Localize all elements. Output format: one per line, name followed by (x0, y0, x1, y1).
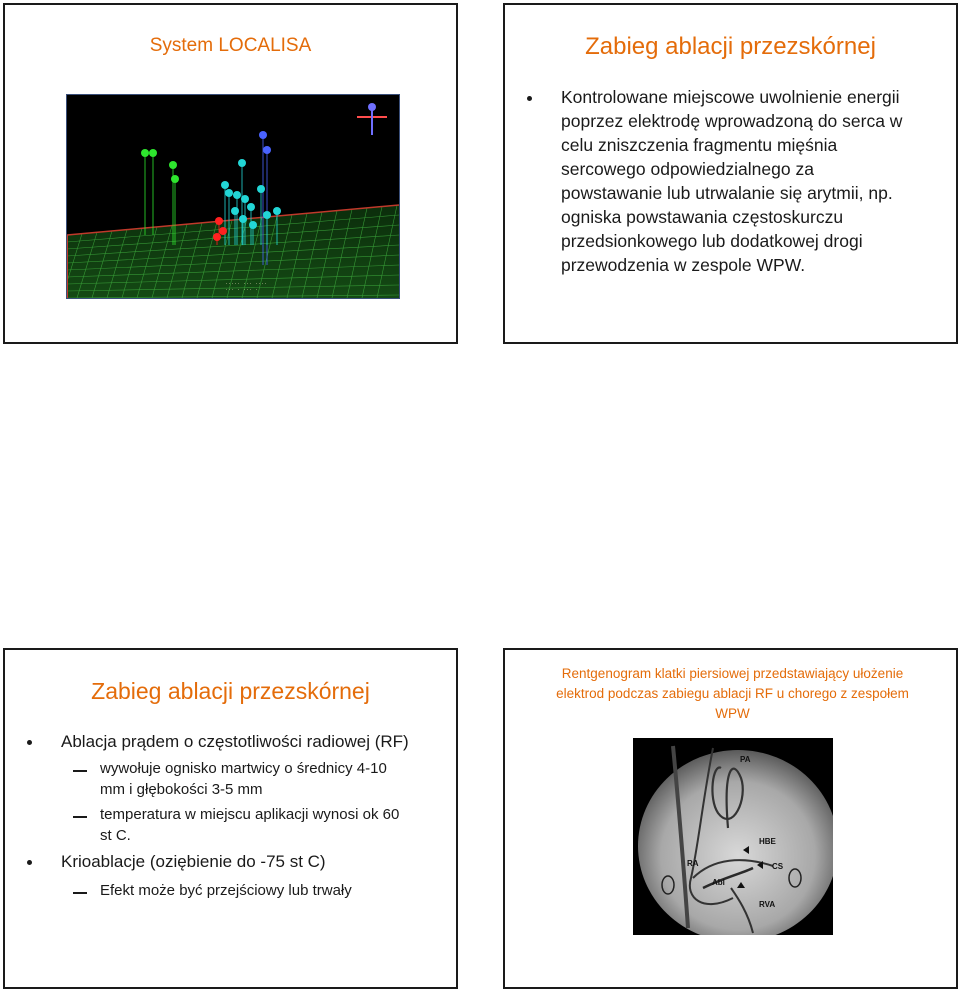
electrode-point (233, 191, 241, 199)
sub-bullet-dash (73, 816, 87, 818)
bullet-line: ogniska powstawania częstoskurczu (561, 207, 844, 227)
xray-label-pa: PA (740, 755, 751, 764)
electrode-point (219, 227, 227, 235)
xray-render (633, 738, 833, 935)
electrode-point (215, 217, 223, 225)
electrode-point (273, 207, 281, 215)
sub-bullet-line: wywołuje ognisko martwicy o średnicy 4-10 (100, 760, 387, 777)
bullet-line: sercowego odpowiedzialnego za (561, 159, 814, 179)
bullet-line: przedsionkowego lub dodatkowej drogi (561, 231, 863, 251)
bullet-line: celu zniszczenia fragmentu mięśnia (561, 135, 838, 155)
bullet-dot (527, 96, 532, 101)
electrode-point (225, 189, 233, 197)
electrode-point (259, 131, 267, 139)
electrode-point (221, 181, 229, 189)
slide-title: Zabieg ablacji przezskórnej (585, 33, 876, 60)
svg-text:··· · ··· ·: ··· · ··· · (225, 287, 259, 293)
xray-label-cs: CS (772, 862, 784, 871)
sub-bullet-dash (73, 770, 87, 772)
electrode-point (247, 203, 255, 211)
title-line: Rentgenogram klatki piersiowej przedstawiający ułożenie (561, 666, 904, 681)
sub-bullet-text (100, 804, 399, 846)
bullet-line: Kontrolowane miejscowe uwolnienie energii (561, 87, 900, 107)
electrode-point (263, 146, 271, 154)
slide-system-localisa (3, 3, 458, 344)
sub-bullet-text (100, 758, 387, 800)
electrode-point (141, 149, 149, 157)
sub-bullet-text: Efekt może być przejściowy lub trwały (100, 882, 352, 899)
sub-bullet-line: mm i głębokości 3-5 mm (100, 781, 263, 798)
svg-text:····· ··· ····: ····· ··· ···· (225, 281, 268, 287)
localisa-3d-image (66, 94, 400, 299)
xray-label-abl: Abl (712, 878, 725, 887)
xray-image (633, 738, 833, 935)
electrode-point (231, 207, 239, 215)
bullet-line: poprzez elektrodę wprowadzoną do serca w (561, 111, 903, 131)
slide-zabieg-ablacji-1 (503, 3, 958, 344)
bullet-text (561, 85, 902, 277)
electrode-point (263, 211, 271, 219)
electrode-point (238, 159, 246, 167)
electrode-point (169, 161, 177, 169)
electrode-point (241, 195, 249, 203)
slide-rentgenogram (503, 648, 958, 989)
electrode-point (257, 185, 265, 193)
title-line: elektrod podczas zabiegu ablacji RF u chorego z zespołem (556, 686, 909, 701)
sub-bullet-line: st C. (100, 827, 131, 844)
bullet-line: powstawanie lub utrwalanie się arytmii, np. (561, 183, 893, 203)
slide-zabieg-ablacji-2 (3, 648, 458, 989)
xray-label-ra: RA (687, 859, 699, 868)
bullet-dot (27, 860, 32, 865)
slide-title (535, 664, 930, 724)
title-line: WPW (715, 706, 750, 721)
sub-bullet-dash (73, 892, 87, 894)
electrode-point (213, 233, 221, 241)
bullet-text: Ablacja prądem o częstotliwości radiowej (RF) (61, 732, 409, 751)
slide-title: System LOCALISA (149, 35, 312, 56)
slide-title: Zabieg ablacji przezskórnej (91, 678, 370, 704)
electrode-point (249, 221, 257, 229)
xray-label-rva: RVA (759, 900, 776, 909)
electrode-point (149, 149, 157, 157)
electrode-point (239, 215, 247, 223)
bullet-dot (27, 740, 32, 745)
localisa-3d-render (67, 95, 399, 298)
electrode-point (171, 175, 179, 183)
sub-bullet-line: temperatura w miejscu aplikacji wynosi ok 60 (100, 806, 400, 823)
xray-label-hbe: HBE (759, 837, 776, 846)
bullet-text: Krioablacje (oziębienie do -75 st C) (61, 852, 326, 871)
bullet-line: przewodzenia w zespole WPW. (561, 255, 806, 275)
